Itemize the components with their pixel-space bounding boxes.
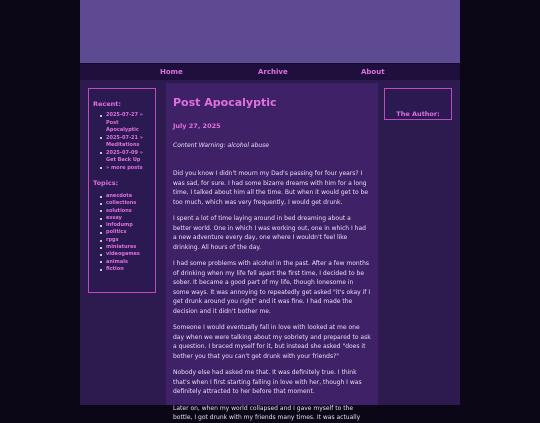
top-nav — [80, 63, 460, 80]
topic-link-politics[interactable]: politics — [106, 229, 151, 236]
content-warning: Content Warning: alcohol abuse — [173, 142, 269, 149]
topics-list — [106, 193, 151, 273]
topic-link-miniatures[interactable]: miniatures — [106, 244, 151, 251]
more-posts-label[interactable]: » more posts — [106, 164, 143, 171]
recent-post-date: 2025-07-27 » — [106, 112, 143, 118]
nav-archive-link[interactable]: Archive — [258, 68, 288, 76]
topic-link-anecdote[interactable]: anecdote — [106, 193, 151, 200]
post-paragraph: Nobody else had asked me that. It was definitely true. I think that's when I first starting falling in love with her, though I was definitely attracted to her before that moment. — [173, 369, 362, 395]
post-paragraph: I had some problems with alcohol in the past. After a few months of drinking when my life fell apart the first time, I decided to be sober. It became a good part of my life, though lonesome in some ways. It was annoying to repeatedly get asked "it's okay if I get drunk around you right" and it was fine. I had made the decision and it didn't bother me. — [173, 260, 371, 315]
post-content — [166, 83, 378, 421]
topic-link-solutions[interactable]: solutions — [106, 208, 151, 215]
topic-link-collections[interactable]: collections — [106, 200, 151, 207]
recent-post-title[interactable]: Post Apocalyptic — [106, 119, 139, 133]
post-paragraph: Someone I would eventually fall in love with looked at me one day when we were talking about my sobriety and prepared to ask a question. I braced myself for it, but instead she asked "does it bother you that you can't get drunk with your friends?" — [173, 324, 371, 360]
recent-post-date: 2025-07-21 » — [106, 134, 143, 141]
topics-heading: Topics: — [93, 179, 119, 187]
recent-post-title[interactable]: Get Back Up — [106, 157, 141, 163]
author-heading: The Author: — [396, 110, 440, 118]
topic-link-animals[interactable]: animals — [106, 259, 151, 266]
author-box — [384, 88, 452, 120]
site-header — [80, 0, 460, 63]
topic-link-infodump[interactable]: infodump — [106, 222, 151, 229]
recent-post-title[interactable]: Meditations — [106, 142, 140, 148]
page-frame — [80, 0, 460, 421]
topic-link-rpgs[interactable]: rpgs — [106, 237, 151, 244]
post-paragraph: Did you know I didn't mourn my Dad's passing for four years? I was sad, for sure. I had some bizarre dreams with him for a long time, I talked about him all the time. But when it would get to be too much, which was very frequently, I would get drunk. — [173, 170, 369, 206]
nav-about-link[interactable]: About — [361, 68, 385, 76]
more-posts-link[interactable] — [106, 165, 151, 173]
recent-post-date: 2025-07-09 » — [106, 149, 143, 156]
topic-link-videogames[interactable]: videogames — [106, 251, 151, 258]
recent-posts-list — [106, 112, 151, 172]
post-paragraph: Later on, when my world collapsed and I gave myself to the bottle, I got drunk with my friends many times. It was actually — [173, 404, 361, 421]
post-paragraph: I spent a lot of time laying around in bed dreaming about a better world. One in which I was working out, one in which I had a new adventure every day, one where I wouldn't feel like drinking. All hours of the day. — [173, 215, 366, 251]
post-title[interactable]: Post Apocalyptic — [173, 96, 277, 109]
nav-home-link[interactable]: Home — [160, 68, 183, 76]
post-date: July 27, 2025 — [173, 122, 221, 130]
recent-post-item[interactable] — [106, 150, 151, 165]
recent-heading: Recent: — [93, 100, 122, 108]
recent-post-item[interactable] — [106, 135, 151, 150]
recent-post-item[interactable] — [106, 112, 151, 135]
topic-link-fiction[interactable]: fiction — [106, 266, 151, 273]
topic-link-essay[interactable]: essay — [106, 215, 151, 222]
left-sidebar — [88, 88, 156, 293]
